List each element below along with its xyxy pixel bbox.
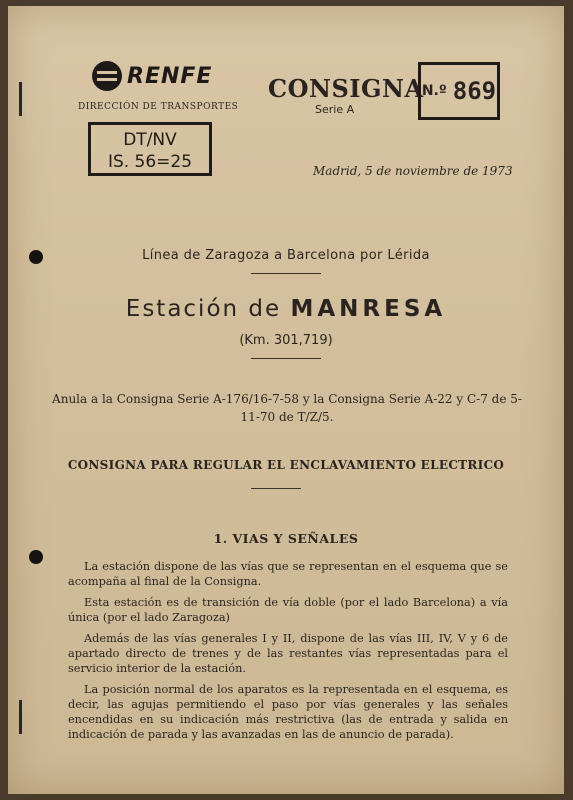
number-stamp — [418, 62, 500, 120]
number-prefix: N.º — [421, 83, 447, 99]
kilometer-point: (Km. 301,719) — [239, 333, 333, 348]
station-prefix: Estación de — [125, 296, 282, 322]
paragraph: Esta estación es de transición de vía doble (por el lado Barcelona) a vía única (por el lado Zaragoza) — [68, 596, 508, 624]
document-type: CONSIGNA — [268, 74, 424, 103]
punch-hole — [29, 550, 43, 564]
section-heading: 1. VIAS Y SEÑALES — [213, 531, 359, 546]
document-page — [8, 6, 564, 794]
consigna-purpose: CONSIGNA PARA REGULAR EL ENCLAVAMIENTO ELECTRICO — [67, 458, 505, 472]
document-date: Madrid, 5 de noviembre de 1973 — [313, 164, 513, 178]
stamp-line-2: IS. 56=25 — [107, 152, 193, 172]
department-label: DIRECCIÓN DE TRANSPORTES — [78, 102, 239, 112]
renfe-logo-icon — [92, 61, 122, 91]
divider — [251, 488, 301, 489]
paragraph: La posición normal de los aparatos es la representada en el esquema, es decir, las agujas permitiendo el paso por vías generales y las señales encendidas en su indicación más restrictiva (las de entrada y salida en indicación de parada y las avanzadas en las de anuncio de parada). — [68, 683, 508, 741]
paragraph: La estación dispone de las vías que se representan en el esquema que se acompaña al final de la Consigna. — [68, 560, 508, 588]
station-name: MANRESA — [290, 296, 447, 322]
reference-stamp — [88, 122, 212, 176]
divider — [251, 273, 321, 274]
staple — [19, 82, 22, 116]
paragraph: Además de las vías generales I y II, dispone de las vías III, IV, V y 6 de apartado directo de trenes y de las restantes vías representadas para el servicio interior de la estación. — [68, 632, 508, 675]
railway-line: Línea de Zaragoza a Barcelona por Lérida — [142, 248, 430, 263]
staple — [19, 700, 22, 734]
renfe-logo — [92, 61, 212, 91]
divider — [251, 358, 321, 359]
series-label: Serie A — [315, 103, 355, 116]
station-title — [8, 296, 564, 322]
stamp-line-1: DT/NV — [123, 130, 177, 150]
annulment-note: Anula a la Consigna Serie A-176/16-7-58 y la Consigna Serie A-22 y C-7 de 5-11-70 de T/Z/5. — [52, 392, 522, 424]
logo-text: RENFE — [127, 63, 213, 89]
document-number: 869 — [452, 77, 497, 105]
